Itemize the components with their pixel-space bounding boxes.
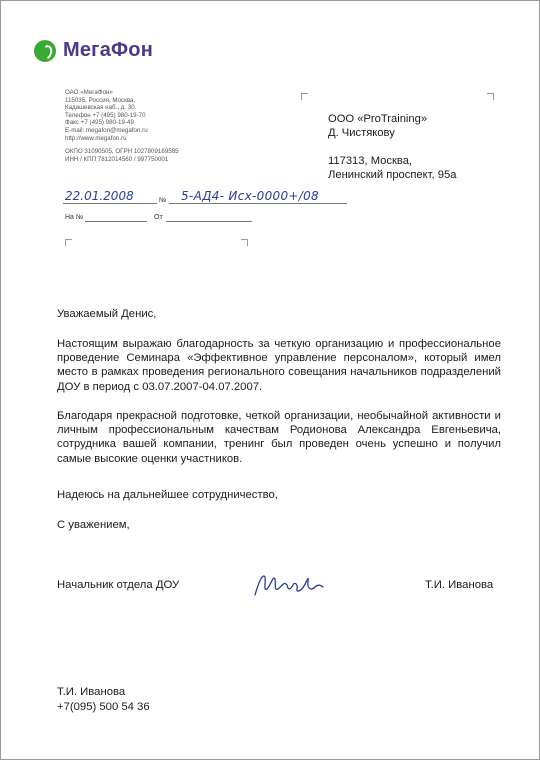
footer-phone: +7(095) 500 54 36 bbox=[57, 700, 150, 713]
sender-phone: Телефон +7 (495) 980-19-70 bbox=[65, 111, 146, 119]
handwritten-date: 22.01.2008 bbox=[65, 189, 134, 203]
sender-email: E-mail: megafon@megafon.ru bbox=[65, 126, 148, 134]
sender-address-line1: 115035, Россия, Москва, bbox=[65, 96, 136, 104]
letter-paragraph bbox=[57, 337, 501, 394]
signatory-position: Начальник отдела ДОУ bbox=[57, 579, 180, 591]
address-frame-corner bbox=[65, 239, 72, 246]
sender-company: ОАО «МегаФон» bbox=[65, 89, 113, 96]
number-line bbox=[169, 203, 347, 204]
closing-phrase: С уважением, bbox=[57, 519, 130, 531]
sender-inn: ИНН / КПП 7812014560 / 997750001 bbox=[65, 155, 169, 163]
sender-okpo: ОКПО 31090505, ОГРН 1027809169585 bbox=[65, 148, 179, 156]
handwritten-signature bbox=[251, 567, 331, 601]
reply-to-line bbox=[85, 221, 147, 222]
number-label: № bbox=[159, 197, 167, 204]
from-label: От bbox=[154, 214, 163, 221]
recipient-block bbox=[328, 112, 456, 182]
address-frame-corner bbox=[487, 93, 494, 100]
megafon-logo-icon bbox=[34, 40, 56, 62]
paragraph-text: Благодаря прекрасной подготовке, четкой организации, необычайной активности и личным профессиональным качествам Родионова Александра Евгеньевича, сотрудника вашей компании, тренинг был проведен очень успешно и получил самые высокие оценки участников. bbox=[57, 410, 501, 465]
handwritten-outgoing-number: 5-АД4- Исх-0000+/08 bbox=[181, 189, 319, 203]
address-frame-corner bbox=[301, 93, 308, 100]
from-line bbox=[166, 221, 252, 222]
address-frame-corner bbox=[241, 239, 248, 246]
sender-details bbox=[65, 89, 179, 163]
letter-paragraph: Надеюсь на дальнейшее сотрудничество, bbox=[57, 489, 278, 501]
recipient-address-line2: Ленинский проспект, 95а bbox=[328, 169, 457, 181]
sender-address-line2: Кадашевская наб., д. 30. bbox=[65, 104, 137, 112]
recipient-address-line1: 117313, Москва, bbox=[328, 155, 413, 167]
signatory-name: Т.И. Иванова bbox=[425, 579, 494, 591]
footer-name: Т.И. Иванова bbox=[57, 686, 126, 698]
recipient-company: ООО «ProTraining» bbox=[328, 113, 428, 125]
company-logo bbox=[34, 39, 153, 62]
logo-text: МегаФон bbox=[63, 39, 154, 61]
sender-fax: Факс +7 (495) 980-19-49 bbox=[65, 119, 134, 127]
reply-to-label: На № bbox=[65, 214, 84, 221]
date-line bbox=[63, 203, 157, 204]
sender-web: http://www.megafon.ru bbox=[65, 134, 127, 142]
greeting: Уважаемый Денис, bbox=[57, 308, 157, 320]
letter-paragraph bbox=[57, 409, 501, 466]
recipient-person: Д. Чистякову bbox=[328, 127, 395, 139]
paragraph-text: Настоящим выражаю благодарность за четкую организацию и профессиональное проведение Семинара «Эффективное управление персоналом», который имел место в рамках проведения регионального совещания начальников подразделений ДОУ в период с 03.07.2007-04.07.2007. bbox=[57, 338, 501, 393]
footer-contact bbox=[57, 685, 150, 714]
